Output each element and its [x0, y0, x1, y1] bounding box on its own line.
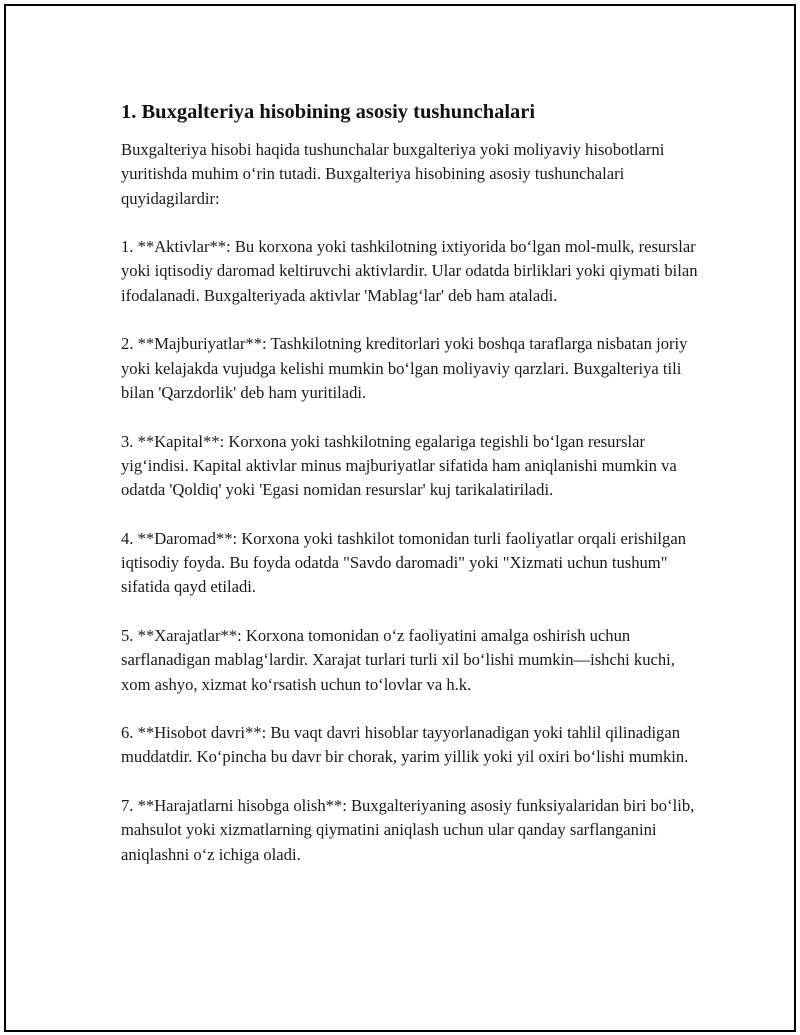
concept-item-expenses: 5. **Xarajatlar**: Korxona tomonidan oʻz faoliyatini amalga oshirish uchun sarflanadigan mablagʻlardir. Xarajat turlari turli xil boʻlishi mumkin—ishchi kuchi, xom ashyo, xizmat koʻrsatish uchun toʻlovlar va h.k. — [121, 625, 675, 694]
page-frame — [4, 4, 796, 1032]
concept-item-cost-accounting: 7. **Harajatlarni hisobga olish**: Buxgalteriyaning asosiy funksiyalaridan biri boʻlib, mahsulot yoki xizmatlarning qiymatini aniqlash uchun ular qanday sarflanganini aniqlashni oʻz ichiga oladi. — [121, 796, 695, 864]
document-body — [121, 100, 706, 867]
concept-item-revenue: 4. **Daromad**: Korxona yoki tashkilot tomonidan turli faoliyatlar orqali erishilgan iqtisodiy foyda. Bu foyda odatda "Savdo daromadi" yoki "Xizmati uchun tushum" sifatida qayd etiladi. — [121, 528, 686, 597]
intro-paragraph: Buxgalteriya hisobi haqida tushunchalar buxgalteriya yoki moliyaviy hisobotlarni yuritishda muhim oʻrin tutadi. Buxgalteriya hisobining asosiy tushunchalari quyidagilardir: — [121, 140, 665, 208]
concept-item-capital: 3. **Kapital**: Korxona yoki tashkilotning egalariga tegishli boʻlgan resurslar yigʻindisi. Kapital aktivlar minus majburiyatlar sifatida ham aniqlanishi mumkin va odatda 'Qoldiq' yoki 'Egasi nomidan resurslar' kuj tarikalatiriladi. — [121, 431, 677, 500]
document-title: 1. Buxgalteriya hisobining asosiy tushunchalari — [121, 101, 536, 123]
concept-item-reporting-period: 6. **Hisobot davri**: Bu vaqt davri hisoblar tayyorlanadigan yoki tahlil qilinadigan muddatdir. Koʻpincha bu davr bir chorak, yarim yillik yoki yil oxiri boʻlishi mumkin. — [121, 723, 689, 767]
concept-item-liabilities: 2. **Majburiyatlar**: Tashkilotning kreditorlari yoki boshqa taraflarga nisbatan joriy yoki kelajakda vujudga kelishi mumkin boʻlgan moliyaviy qarzlari. Buxgalteriya tili bilan 'Qarzdorlik' deb ham yuritiladi. — [121, 334, 688, 402]
concept-item-assets: 1. **Aktivlar**: Bu korxona yoki tashkilotning ixtiyorida boʻlgan mol-mulk, resurslar yoki iqtisodiy daromad keltiruvchi aktivlardir. Ular odatda birliklari yoki qiymati bilan ifodalanadi. Buxgalteriyada aktivlar 'Mablagʻlar' deb ham ataladi. — [121, 237, 698, 305]
